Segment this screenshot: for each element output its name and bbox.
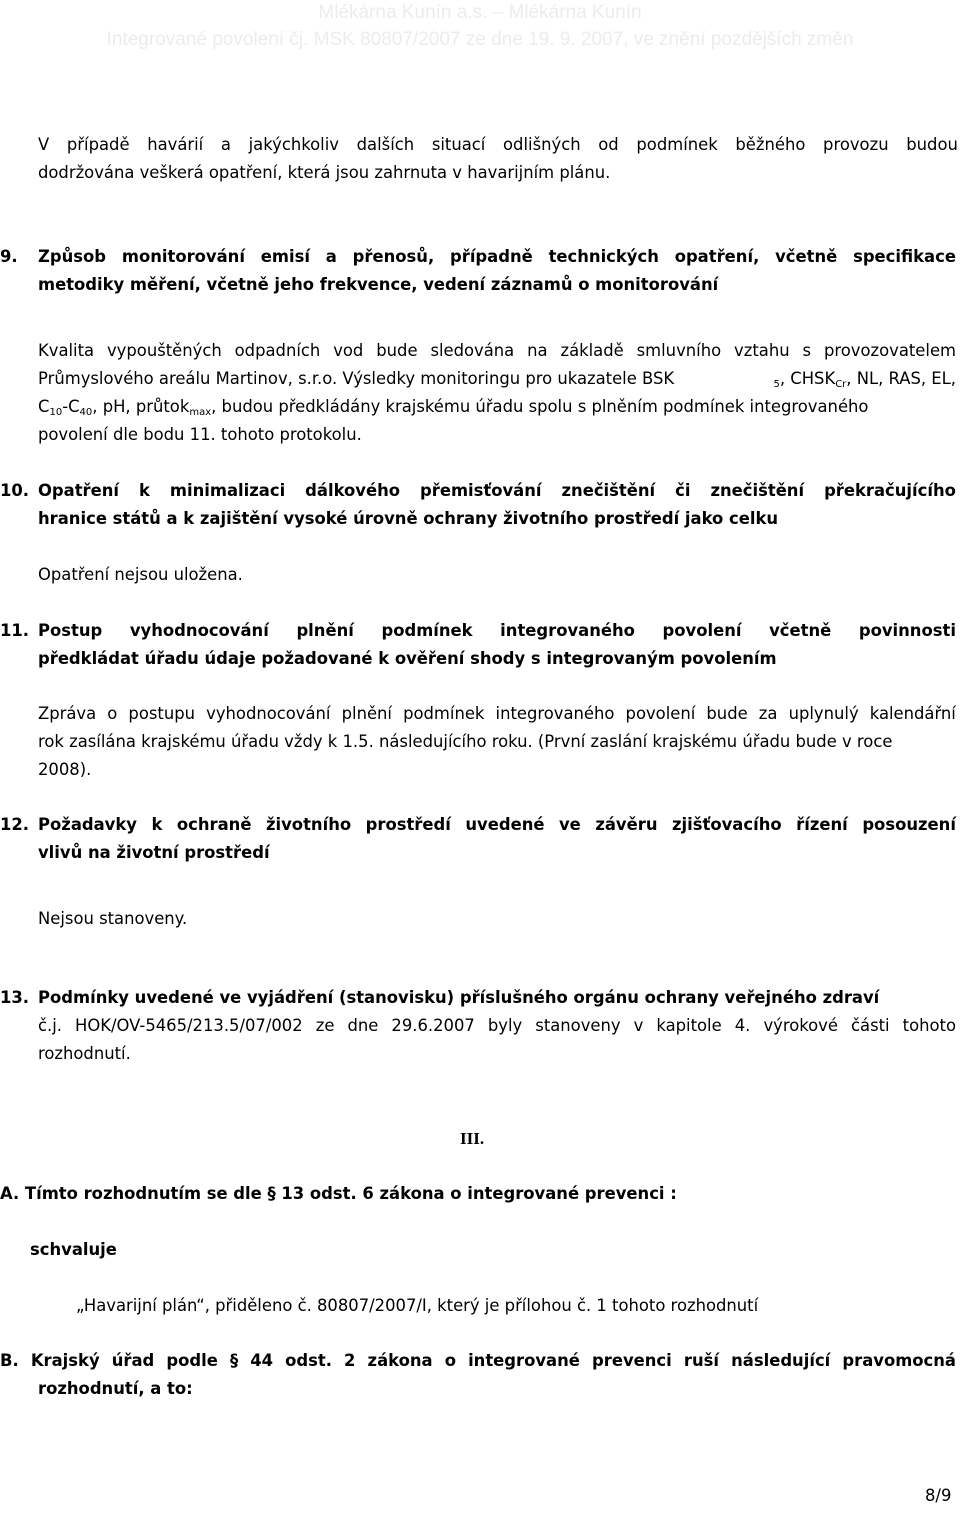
word: životního xyxy=(265,815,352,834)
word: Postup xyxy=(38,621,103,640)
word: 2 xyxy=(344,1351,356,1370)
word: vyhodnocování xyxy=(129,621,269,640)
word: HOK/OV-5465/213.5/07/002 xyxy=(75,1016,303,1035)
word: od xyxy=(598,135,619,154)
section-11-para-line-1 xyxy=(38,704,956,724)
word: či xyxy=(675,481,691,500)
word: podmínek xyxy=(381,621,473,640)
word: kapitole xyxy=(656,1016,722,1035)
word: prostředí xyxy=(365,815,451,834)
section-11-para-line-3: 2008). xyxy=(38,760,92,779)
text-segment: , CHSK xyxy=(779,369,836,388)
word: a xyxy=(220,135,231,154)
word: emisí xyxy=(260,247,310,266)
word: části xyxy=(851,1016,890,1035)
intro-line-2: dodržována veškerá opatření, která jsou zahrnuta v havarijním plánu. xyxy=(38,163,611,182)
word: odpadních xyxy=(234,341,321,360)
word: znečištění xyxy=(561,481,656,500)
word: postupu xyxy=(128,704,196,723)
word: technických xyxy=(548,247,659,266)
word: ze xyxy=(315,1016,335,1035)
word: provozovatelem xyxy=(823,341,956,360)
word: kalendářní xyxy=(869,704,956,723)
word: V xyxy=(38,135,50,154)
word: ve xyxy=(559,815,581,834)
word: úřad xyxy=(111,1351,155,1370)
word: byly xyxy=(487,1016,523,1035)
text-segment xyxy=(773,369,956,389)
word: odlišných xyxy=(503,135,581,154)
section-9-para-line-3 xyxy=(38,397,868,417)
section-10-text: Opatření nejsou uložena. xyxy=(38,565,243,584)
header-permit: Integrované povolení čj. MSK 80807/2007 ze dne 19. 9. 2007, ve znění pozdějších změn xyxy=(106,29,854,50)
section-12-heading-line-2: vlivů na životní prostředí xyxy=(38,843,270,862)
word: včetně xyxy=(769,621,832,640)
section-13-heading: Podmínky uvedené ve vyjádření (stanovisku) příslušného orgánu ochrany veřejného zdraví xyxy=(38,988,880,1007)
word: znečištění xyxy=(710,481,805,500)
word: tohoto xyxy=(902,1016,956,1035)
word: 44 xyxy=(250,1351,274,1370)
word: za xyxy=(758,704,778,723)
header-company: Mlékárna Kunín a.s. – Mlékárna Kunín xyxy=(318,2,642,23)
word: základě xyxy=(560,341,624,360)
part-a-heading: A. Tímto rozhodnutím se dle § 13 odst. 6 zákona o integrované prevenci : xyxy=(0,1184,677,1203)
word: smluvního xyxy=(636,341,722,360)
word: monitorování xyxy=(121,247,245,266)
word: sledována xyxy=(430,341,515,360)
word: havárií xyxy=(147,135,204,154)
word: případně xyxy=(450,247,533,266)
section-11-heading-line-1 xyxy=(38,621,956,641)
text-segment: Průmyslového areálu Martinov, s.r.o. Výsledky monitoringu pro ukazatele BSK xyxy=(38,369,675,388)
subscript: 5 xyxy=(773,379,780,390)
section-12-heading-line-1 xyxy=(38,815,956,835)
word: § xyxy=(229,1351,239,1370)
word: jakýchkoliv xyxy=(248,135,339,154)
word: ochraně xyxy=(176,815,252,834)
word: dalších xyxy=(356,135,415,154)
section-13-para-line-3: rozhodnutí. xyxy=(38,1044,131,1063)
word: Zpráva xyxy=(38,704,97,723)
word: stanoveny xyxy=(535,1016,621,1035)
word: podmínek xyxy=(636,135,718,154)
word: povolení xyxy=(662,621,742,640)
word: minimalizaci xyxy=(169,481,286,500)
word: zjišťovacího xyxy=(672,815,782,834)
word: a xyxy=(325,247,337,266)
word: odst. xyxy=(285,1351,332,1370)
word: vztahu xyxy=(734,341,790,360)
word: o xyxy=(107,704,118,723)
word: integrovaného xyxy=(495,704,615,723)
part-title: III. xyxy=(460,1129,485,1148)
section-11-heading-line-2: předkládat úřadu údaje požadované k ověření shody s integrovaným povolením xyxy=(38,649,777,668)
word: situací xyxy=(431,135,486,154)
section-10-heading-line-2: hranice států a k zajištění vysoké úrovně ochrany životního prostředí jako celku xyxy=(38,509,779,528)
section-11-number: 11. xyxy=(0,621,30,640)
subscript: Cr xyxy=(835,379,847,390)
word: s xyxy=(802,341,812,360)
subscript: 10 xyxy=(49,407,63,418)
word: překračujícího xyxy=(824,481,956,500)
word: bude xyxy=(376,341,418,360)
section-9-heading-line-2: metodiky měření, včetně jeho frekvence, vedení záznamů o monitorování xyxy=(38,275,719,294)
word: povolení xyxy=(625,704,696,723)
word: bude xyxy=(706,704,748,723)
word: plnění xyxy=(296,621,354,640)
approve-label: schvaluje xyxy=(30,1240,117,1259)
word: běžného xyxy=(735,135,806,154)
word: vypouštěných xyxy=(106,341,222,360)
word: o xyxy=(444,1351,456,1370)
word: případě xyxy=(66,135,130,154)
intro-line-1 xyxy=(38,135,958,155)
word: dálkového xyxy=(305,481,401,500)
word: uvedené xyxy=(465,815,545,834)
text-segment: , pH, průtok xyxy=(92,397,190,416)
section-13-number: 13. xyxy=(0,988,30,1007)
word: integrované xyxy=(468,1351,580,1370)
word: Požadavky xyxy=(38,815,137,834)
section-10-heading-line-1 xyxy=(38,481,956,501)
word: dne xyxy=(347,1016,379,1035)
word: B. xyxy=(0,1351,19,1370)
text-segment: -C xyxy=(62,397,80,416)
text-segment: C xyxy=(38,397,50,416)
subscript: 40 xyxy=(79,407,93,418)
word: podle xyxy=(166,1351,218,1370)
text-segment: , NL, RAS, EL, xyxy=(846,369,956,388)
section-9-para-line-1 xyxy=(38,341,956,361)
section-9-heading-line-1 xyxy=(38,247,956,267)
word: včetně xyxy=(775,247,838,266)
section-13-para-line-2 xyxy=(38,1016,956,1036)
word: řízení xyxy=(796,815,848,834)
word: závěru xyxy=(595,815,658,834)
section-9-para-line-4: povolení dle bodu 11. tohoto protokolu. xyxy=(38,425,362,444)
subscript: max xyxy=(189,407,212,418)
word: opatření, xyxy=(674,247,760,266)
word: budou xyxy=(906,135,958,154)
word: k xyxy=(151,815,163,834)
part-b-heading-line-1 xyxy=(0,1351,956,1371)
word: Způsob xyxy=(38,247,107,266)
word: pravomocná xyxy=(842,1351,956,1370)
word: ruší xyxy=(683,1351,719,1370)
section-10-number: 10. xyxy=(0,481,30,500)
word: podmínek xyxy=(403,704,485,723)
word: k xyxy=(139,481,150,500)
word: vyhodnocování xyxy=(206,704,331,723)
word: 29.6.2007 xyxy=(391,1016,475,1035)
word: Kvalita xyxy=(38,341,95,360)
section-9-para-line-2 xyxy=(38,369,956,389)
word: provozu xyxy=(823,135,889,154)
word: posouzení xyxy=(862,815,956,834)
word: prevenci xyxy=(592,1351,672,1370)
word: výrokové xyxy=(763,1016,838,1035)
word: integrovaného xyxy=(500,621,635,640)
section-11-para-line-2: rok zasílána krajskému úřadu vždy k 1.5. následujícího roku. (První zaslání krajskému úřadu bude v roce xyxy=(38,732,893,751)
word: povinnosti xyxy=(858,621,956,640)
section-12-number: 12. xyxy=(0,815,30,834)
havarijni-plan-line: „Havarijní plán“, přiděleno č. 80807/2007/I, který je přílohou č. 1 tohoto rozhodnutí xyxy=(76,1296,759,1315)
section-12-text: Nejsou stanoveny. xyxy=(38,909,188,928)
word: na xyxy=(527,341,548,360)
word: Krajský xyxy=(30,1351,100,1370)
word: specifikace xyxy=(853,247,956,266)
word: uplynulý xyxy=(788,704,859,723)
word: v xyxy=(633,1016,644,1035)
section-9-number: 9. xyxy=(0,247,18,266)
word: Opatření xyxy=(38,481,120,500)
page-number: 8/9 xyxy=(925,1486,952,1505)
word: č.j. xyxy=(38,1016,62,1035)
word: přenosů, xyxy=(352,247,435,266)
word: přemisťování xyxy=(420,481,542,500)
word: vod xyxy=(333,341,364,360)
part-b-heading-line-2: rozhodnutí, a to: xyxy=(38,1379,193,1398)
word: následující xyxy=(731,1351,831,1370)
text-segment: , budou předkládány krajskému úřadu spolu s plněním podmínek integrovaného xyxy=(211,397,869,416)
word: zákona xyxy=(367,1351,433,1370)
word: 4. xyxy=(734,1016,751,1035)
word: plnění xyxy=(341,704,392,723)
